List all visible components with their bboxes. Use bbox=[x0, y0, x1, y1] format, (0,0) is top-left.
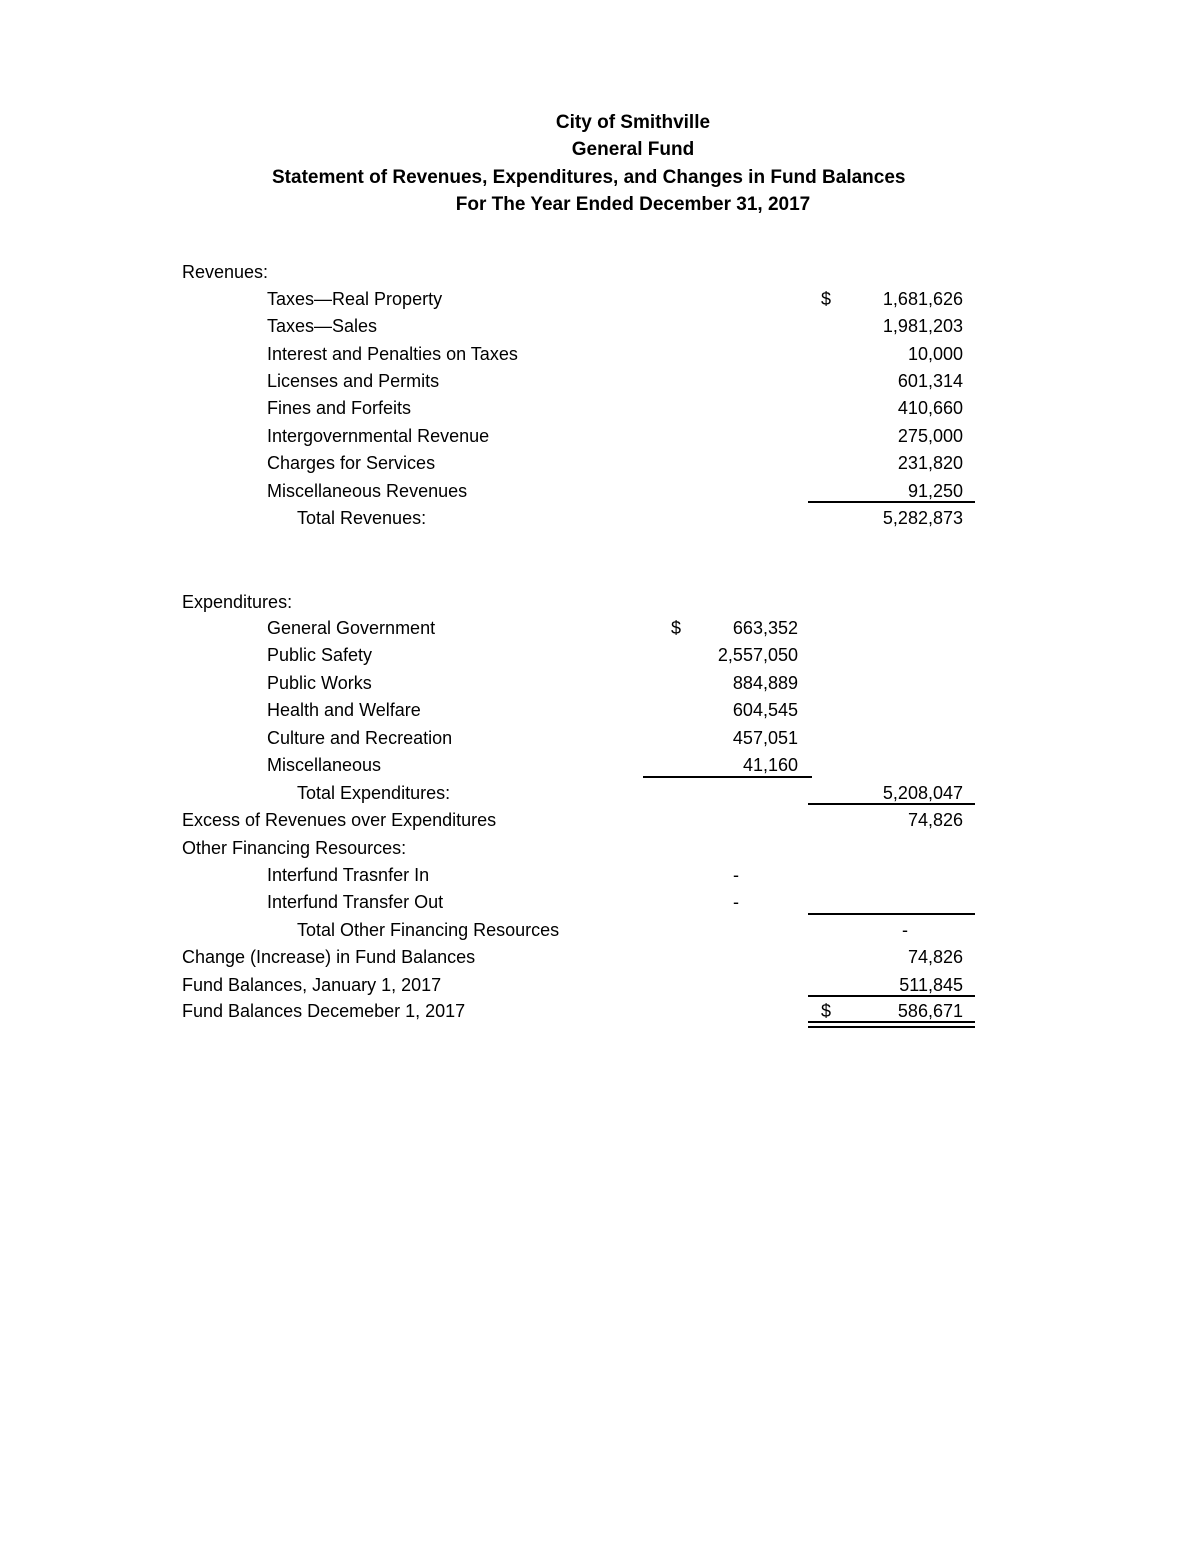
ending-balance-label: Fund Balances Decemeber 1, 2017 bbox=[182, 1001, 466, 1021]
row-value: 275,000 bbox=[897, 426, 963, 446]
fund-title: General Fund bbox=[571, 139, 695, 160]
row-value: 884,889 bbox=[732, 673, 798, 693]
row-value: 663,352 bbox=[732, 618, 798, 638]
row-label: Health and Welfare bbox=[267, 700, 421, 720]
beginning-balance-value: 511,845 bbox=[899, 975, 963, 995]
row-value: 231,820 bbox=[897, 453, 963, 473]
expenditures-heading-row bbox=[0, 590, 1200, 617]
total-expenditures-value: 5,208,047 bbox=[882, 783, 963, 803]
statement-title: Statement of Revenues, Expenditures, and Changes in Fund Balances bbox=[272, 167, 906, 188]
subtotal-rule bbox=[808, 995, 975, 997]
total-revenues-value: 5,282,873 bbox=[882, 508, 963, 528]
row-label: Taxes—Real Property bbox=[267, 289, 443, 309]
table-row bbox=[0, 342, 1200, 369]
row-value: - bbox=[733, 865, 739, 885]
table-row bbox=[0, 424, 1200, 451]
row-label: Interfund Transfer Out bbox=[267, 892, 444, 912]
row-label: Taxes—Sales bbox=[267, 316, 378, 336]
revenues-heading: Revenues: bbox=[182, 262, 269, 282]
change-row bbox=[0, 945, 1200, 972]
row-value: 41,160 bbox=[742, 755, 798, 775]
table-row bbox=[0, 479, 1200, 506]
table-row bbox=[0, 643, 1200, 670]
row-value: - bbox=[733, 892, 739, 912]
row-value: 457,051 bbox=[732, 728, 798, 748]
table-row bbox=[0, 671, 1200, 698]
row-label: Intergovernmental Revenue bbox=[267, 426, 490, 446]
expenditures-heading: Expenditures: bbox=[182, 592, 293, 612]
period-title: For The Year Ended December 31, 2017 bbox=[455, 194, 811, 215]
row-label: Public Works bbox=[267, 673, 372, 693]
row-value: 91,250 bbox=[907, 481, 963, 501]
row-label: Culture and Recreation bbox=[267, 728, 453, 748]
total-expenditures-row bbox=[0, 781, 1200, 808]
entity-title: City of Smithville bbox=[555, 112, 711, 133]
subtotal-rule bbox=[808, 501, 975, 503]
row-label: Interfund Trasnfer In bbox=[267, 865, 430, 885]
revenues-heading-row bbox=[0, 260, 1200, 287]
table-row bbox=[0, 396, 1200, 423]
row-value: 601,314 bbox=[897, 371, 963, 391]
row-label: Public Safety bbox=[267, 645, 373, 665]
table-row bbox=[0, 287, 1200, 314]
row-value: 10,000 bbox=[907, 344, 963, 364]
total-other-financing-row bbox=[0, 918, 1200, 945]
currency-symbol: $ bbox=[821, 1001, 832, 1021]
beginning-balance-row bbox=[0, 973, 1200, 1000]
currency-symbol: $ bbox=[671, 618, 682, 638]
change-label: Change (Increase) in Fund Balances bbox=[182, 947, 476, 967]
excess-label: Excess of Revenues over Expenditures bbox=[182, 810, 497, 830]
table-row bbox=[0, 753, 1200, 780]
subtotal-rule bbox=[808, 913, 975, 915]
excess-value: 74,826 bbox=[907, 810, 963, 830]
beginning-balance-label: Fund Balances, January 1, 2017 bbox=[182, 975, 442, 995]
other-financing-heading-row bbox=[0, 836, 1200, 863]
row-value: 1,681,626 bbox=[882, 289, 963, 309]
table-row bbox=[0, 726, 1200, 753]
grand-total-double-rule bbox=[808, 1021, 975, 1028]
row-value: 2,557,050 bbox=[717, 645, 798, 665]
row-value: 604,545 bbox=[732, 700, 798, 720]
currency-symbol: $ bbox=[821, 289, 832, 309]
table-row bbox=[0, 451, 1200, 478]
subtotal-rule bbox=[808, 803, 975, 805]
row-label: Licenses and Permits bbox=[267, 371, 440, 391]
other-financing-heading: Other Financing Resources: bbox=[182, 838, 407, 858]
row-value: 1,981,203 bbox=[882, 316, 963, 336]
row-label: Charges for Services bbox=[267, 453, 436, 473]
ending-balance-value: 586,671 bbox=[897, 1001, 963, 1021]
table-row bbox=[0, 616, 1200, 643]
table-row bbox=[0, 369, 1200, 396]
subtotal-rule bbox=[643, 776, 812, 778]
total-other-financing-label: Total Other Financing Resources bbox=[297, 920, 560, 940]
row-label: Interest and Penalties on Taxes bbox=[267, 344, 518, 364]
row-label: Miscellaneous Revenues bbox=[267, 481, 468, 501]
ending-balance-row bbox=[0, 999, 1200, 1026]
total-other-financing-value: - bbox=[902, 920, 908, 940]
excess-row bbox=[0, 808, 1200, 835]
row-label: Fines and Forfeits bbox=[267, 398, 412, 418]
total-expenditures-label: Total Expenditures: bbox=[297, 783, 451, 803]
total-revenues-label: Total Revenues: bbox=[297, 508, 427, 528]
table-row bbox=[0, 698, 1200, 725]
table-row bbox=[0, 314, 1200, 341]
table-row bbox=[0, 890, 1200, 917]
row-value: 410,660 bbox=[897, 398, 963, 418]
row-label: Miscellaneous bbox=[267, 755, 382, 775]
total-revenues-row bbox=[0, 506, 1200, 533]
row-label: General Government bbox=[267, 618, 436, 638]
table-row bbox=[0, 863, 1200, 890]
change-value: 74,826 bbox=[907, 947, 963, 967]
